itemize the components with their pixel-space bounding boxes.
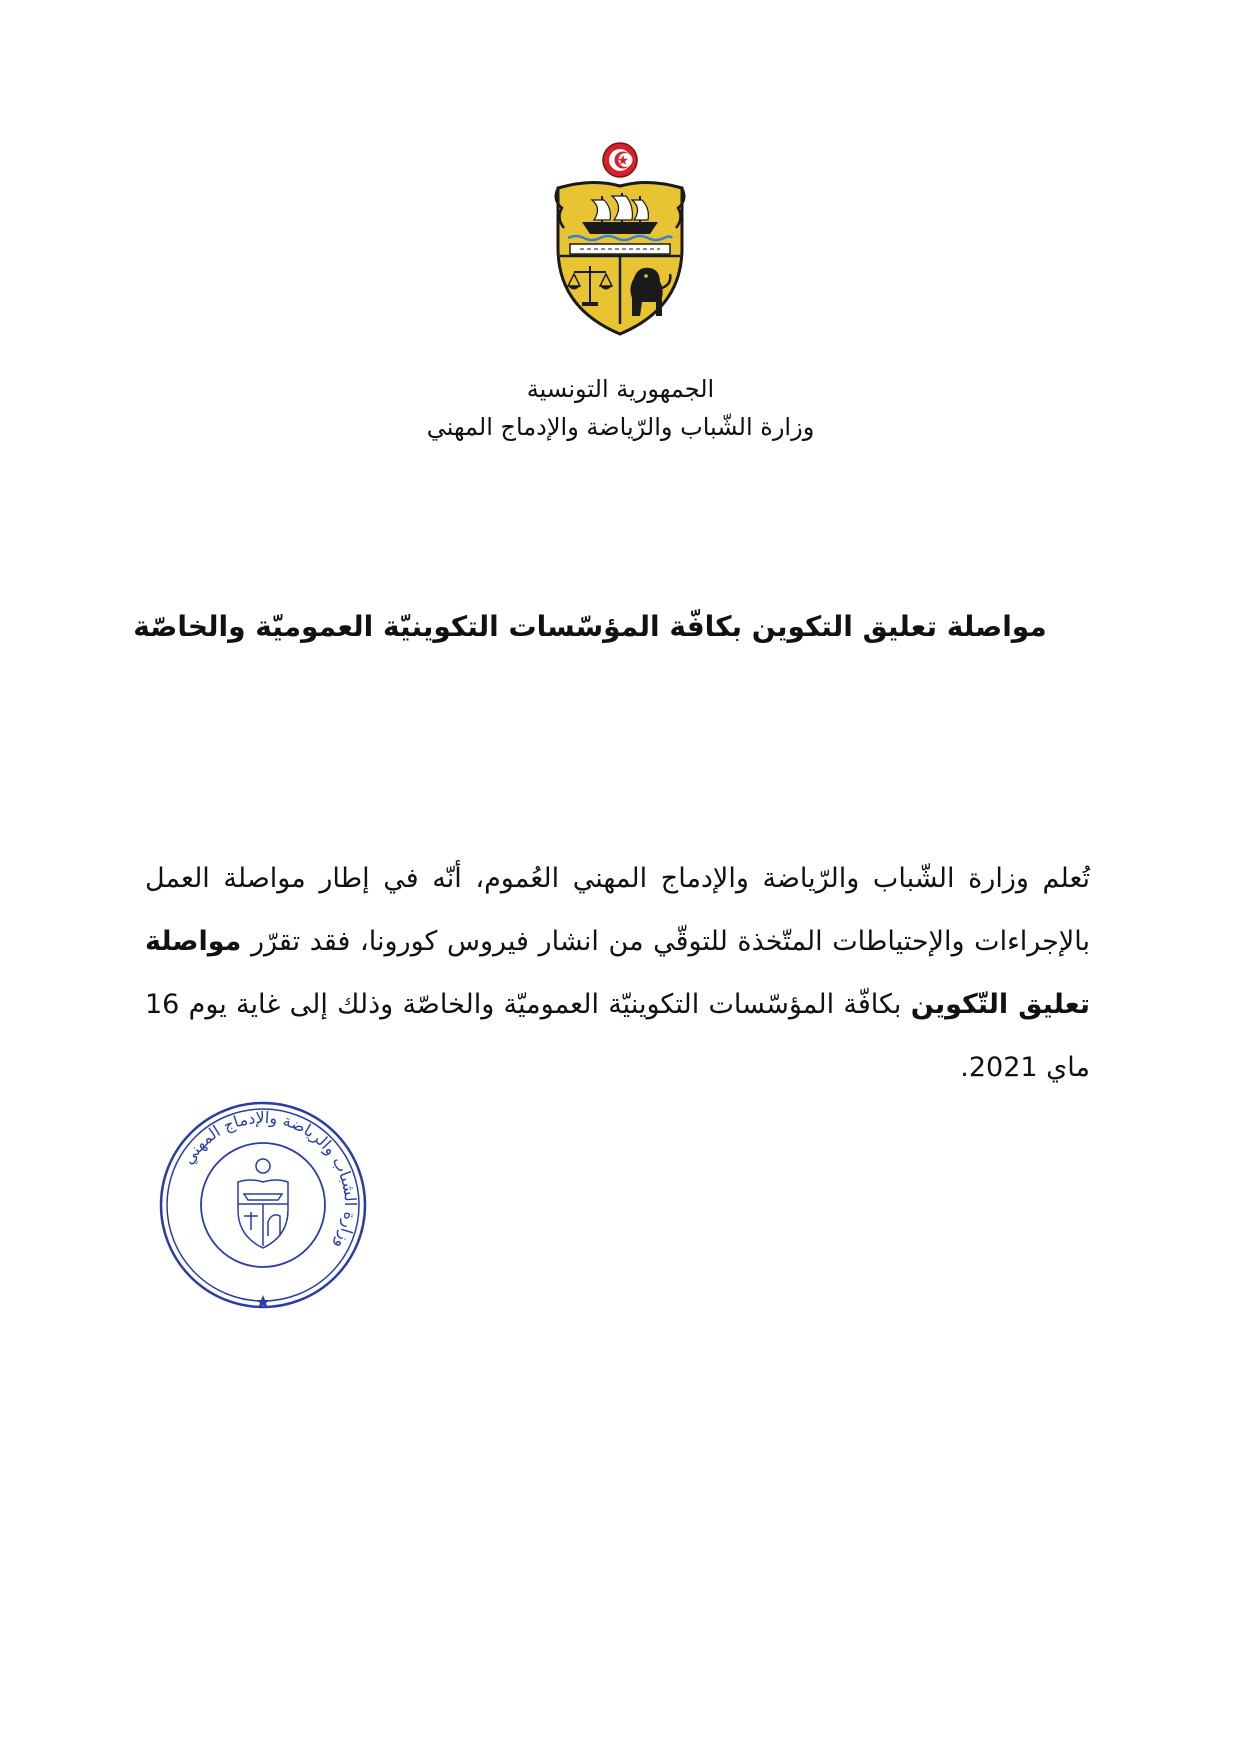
stamp-ring-text: وزارة الشباب والرياضة والإدماج المهني [178,1107,361,1253]
document-title: مواصلة تعليق التكوين بكافّة المؤسّسات التكوينيّة العموميّة والخاصّة [133,610,1047,643]
announcement-paragraph [145,847,1090,1099]
official-stamp-seal [148,1090,378,1320]
ministry-name: وزارة الشّباب والرّياضة والإدماج المهني [426,413,815,441]
country-name: الجمهورية التونسية [526,375,715,403]
document-header [0,370,1241,446]
paragraph-text-end: بكافّة المؤسّسات التكوينيّة العموميّة والخاصّة وذلك إلى غاية يوم 16 ماي 2021. [145,989,1090,1083]
tunisia-coat-of-arms-emblem [552,138,688,338]
paragraph-text-start: تُعلم وزارة الشّباب والرّياضة والإدماج المهني العُموم، أنّه في إطار مواصلة العمل بالإجراءات والإحتياطات المتّخذة للتوقّي من انشار فيروس كورونا، فقد تقرّر [145,863,1090,957]
paragraph-bold-phrase: مواصلة تعليق التّكوين [145,926,1091,1020]
